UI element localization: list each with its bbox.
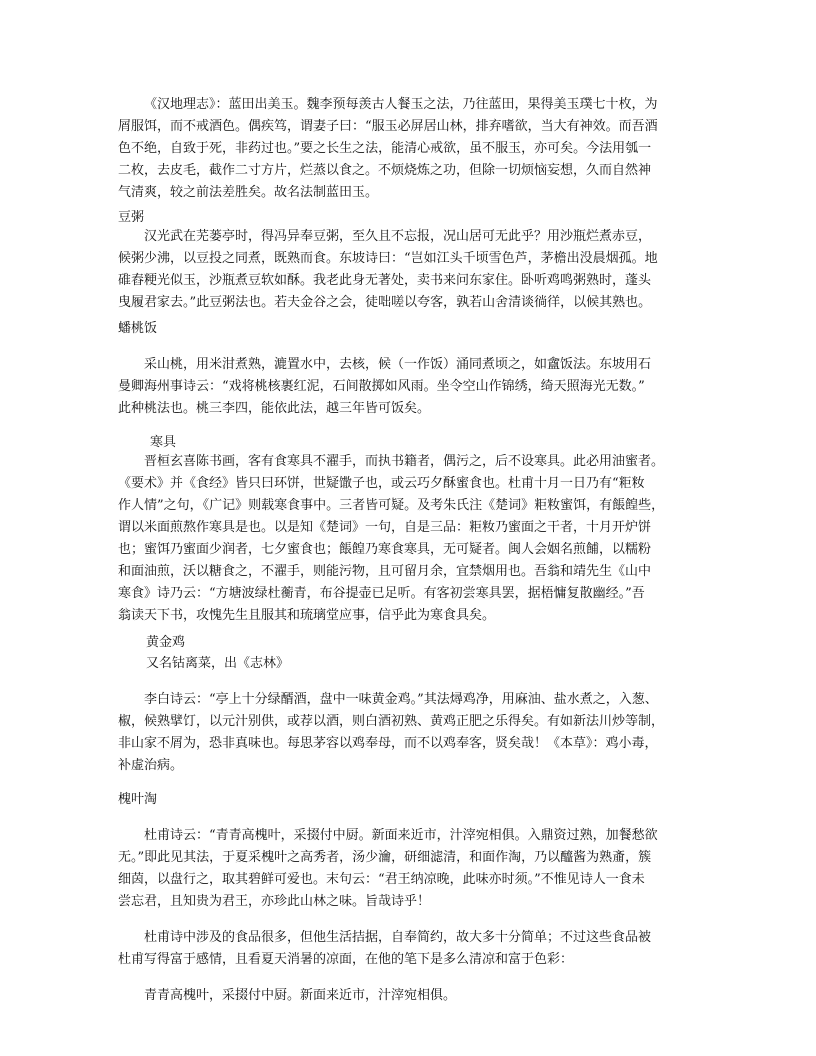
paragraph-line: 杜甫诗云：“青青高槐叶，采掇付中厨。新面来近市，汁滓宛相俱。入鼎资过熟，加餐愁欲 [144, 828, 658, 843]
paragraph-line: 屑服饵，而不戒酒色。偶疾笃，谓妻子曰：“服玉必屏居山林，排弃嗜欲，当大有神效。而吾酒 [118, 119, 658, 134]
paragraph-line: 曼卿海州事诗云：“戏将桃核裹红泥，石间散掷如风雨。坐令空山作锦绣，绮天照海光无数。” [118, 379, 645, 394]
paragraph-line: 此种桃法也。桃三李四，能依此法，越三年皆可饭矣。 [118, 401, 431, 416]
paragraph-line: 和面油煎，沃以糖食之，不濯手，则能污物，且可留月余，宜禁烟用也。吾翁和靖先生《山中 [118, 564, 652, 579]
paragraph-line: 候粥少沸，以豆投之同煮，既熟而食。东坡诗曰：“岂如江头千顷雪色芦，茅檐出没晨烟孤。地 [118, 251, 658, 266]
paragraph-line: 翁读天下书，攻愧先生且服其和琉璃堂应事，信乎此为寒食具矣。 [118, 608, 496, 623]
paragraph-line: 补虚治病。 [118, 758, 184, 773]
paragraph-line: 非山家不屑为，恐非真味也。每思茅容以鸡奉母，而不以鸡奉客，贤矣哉！《本草》：鸡小毒， [118, 736, 658, 751]
paragraph-line: 碓舂粳光似玉，沙瓶煮豆软如酥。我老此身无著处，卖书来问东家住。卧听鸡鸣粥熟时，蓬头 [118, 273, 652, 288]
paragraph-line: 杜甫写得富于感情，且看夏天消暑的凉面，在他的笔下是多么清凉和富于色彩： [118, 952, 574, 967]
paragraph-line: 曳履君家去。”此豆粥法也。若夫金谷之会，徒咄嗟以夸客，孰若山舍清谈徜徉，以候其熟也。 [118, 295, 652, 310]
section-heading: 蟠桃饭 [118, 321, 158, 336]
paragraph-line: 也；蜜饵乃蜜面少润者，七夕蜜食也；餦餭乃寒食寒具，无可疑者。闽人会姻名煎餔，以糯粉 [118, 542, 652, 557]
section-subheading: 又名钴离菜，出《志林》 [146, 656, 290, 671]
section-heading: 豆粥 [118, 210, 145, 225]
paragraph-line: 李白诗云：“亭上十分绿醑酒，盘中一味黄金鸡。”其法燖鸡净，用麻油、盐水煮之，入葱、 [144, 692, 658, 707]
paragraph-line: 作人情”之句，《广记》则载寒食事中。三者皆可疑。及考朱氏注《楚词》粔籹蜜饵，有餦餭些， [118, 498, 665, 513]
paragraph-line: 杜甫诗中涉及的食品很多，但他生活拮据，自奉简约，故大多十分简单；不过这些食品被 [144, 930, 652, 945]
paragraph-line: 采山桃，用米泔煮熟，漉置水中，去核，候（一作饭）涌同煮顷之，如盦饭法。东坡用石 [144, 357, 652, 372]
paragraph-line: 气清爽，较之前法差胜矣。故名法制蓝田玉。 [118, 185, 379, 200]
paragraph-line: 二枚，去皮毛，截作二寸方片，烂蒸以食之。不烦烧炼之功，但除一切烦恼妄想，久而自然神 [118, 163, 652, 178]
section-heading: 槐叶淘 [118, 792, 158, 807]
paragraph-line: 青青高槐叶，采掇付中厨。新面来近市，汁滓宛相俱。 [144, 988, 457, 1003]
paragraph-line: 《要术》并《食经》皆只曰环饼，世疑馓子也，或云巧夕酥蜜食也。杜甫十月一日乃有“粔籹 [118, 476, 645, 491]
section-heading: 寒具 [150, 435, 177, 450]
paragraph-line: 椒，候熟擘饤，以元汁别供，或荐以酒，则白酒初熟、黄鸡正肥之乐得矣。有如新法川炒等制， [118, 714, 665, 729]
paragraph-line: 色不绝，自致于死，非药过也。”要之长生之法，能清心戒欲，虽不服玉，亦可矣。今法用瓠一 [118, 141, 652, 156]
paragraph-line: 无。”即此见其法，于夏采槐叶之高秀者，汤少瀹，研细滤清，和面作淘，乃以醯酱为熟齑，簇 [118, 850, 652, 865]
paragraph-line: 晋桓玄喜陈书画，客有食寒具不濯手，而执书籍者，偶污之，后不设寒具。此必用油蜜者。 [144, 454, 665, 469]
paragraph-line: 尝忘君，且知贵为君王，亦珍此山林之味。旨哉诗乎！ [118, 894, 431, 909]
paragraph-line: 细茵，以盘行之，取其碧鲜可爱也。末句云：“君王纳凉晚，此味亦时须。”不惟见诗人一食未 [118, 872, 645, 887]
paragraph-line: 谓以米面煎熬作寒具是也。以是知《楚词》一句，自是三品：粔籹乃蜜面之干者，十月开炉饼 [118, 520, 652, 535]
paragraph-line: 汉光武在芜蒌亭时，得冯异奉豆粥，至久且不忘报，况山居可无此乎？用沙瓶烂煮赤豆， [144, 229, 652, 244]
section-heading: 黄金鸡 [146, 635, 186, 650]
paragraph-line: 《汉地理志》：蓝田出美玉。魏李预每羡古人餐玉之法，乃往蓝田，果得美玉璞七十枚，为 [144, 97, 658, 112]
paragraph-line: 寒食》诗乃云：“方塘波绿杜蘅青，布谷提壶已足听。有客初尝寒具罢，据梧慵复散幽经。”吾 [118, 586, 645, 601]
